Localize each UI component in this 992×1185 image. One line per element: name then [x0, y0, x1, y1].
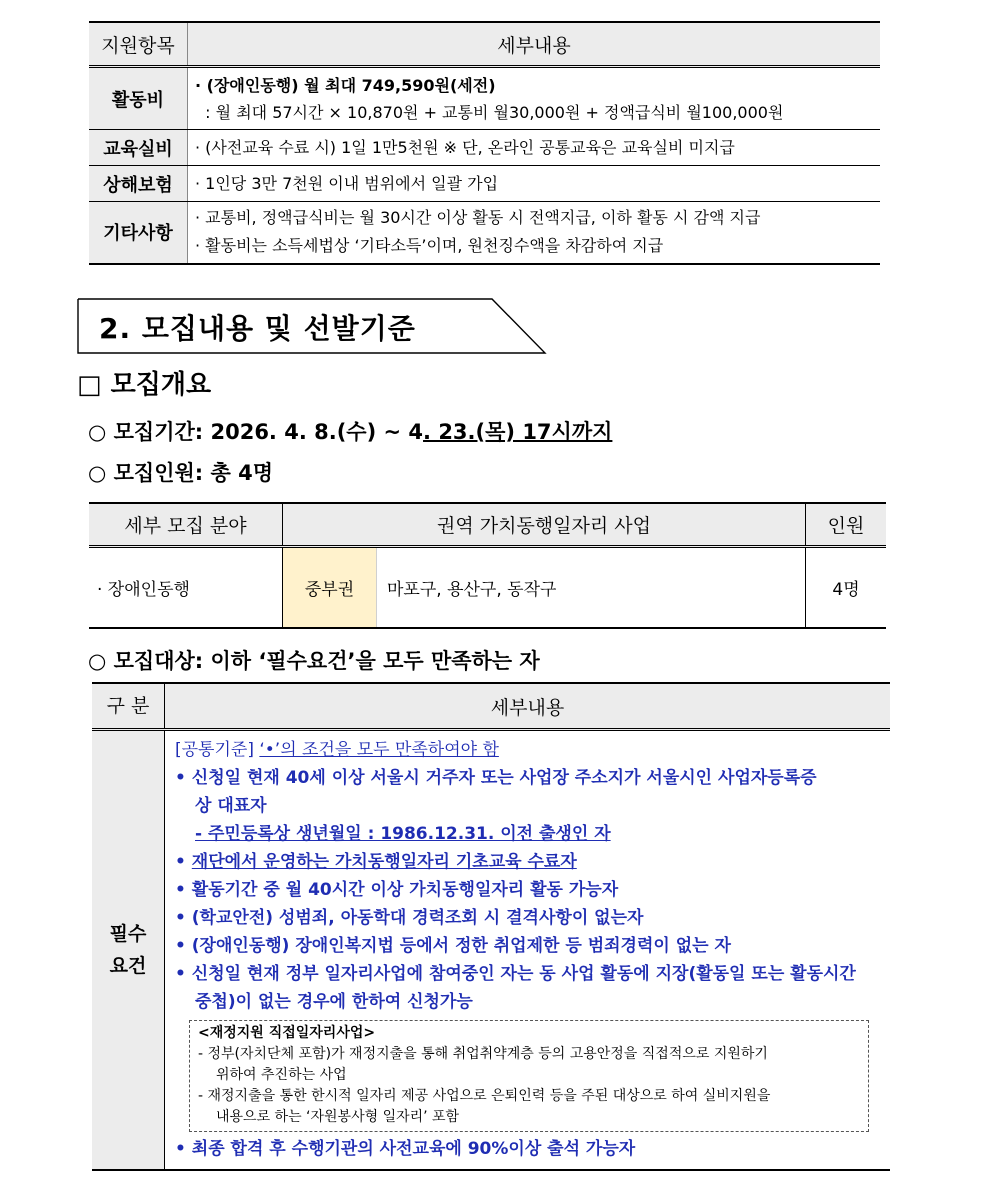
requirement-item: • 신청일 현재 40세 이상 서울시 거주자 또는 사업장 주소지가 서울시인 사업자등록증: [175, 768, 817, 788]
common-criteria-prefix: [공통기준]: [175, 740, 260, 760]
row-label-others: 기타사항: [89, 202, 188, 264]
districts-value: 마포구, 용산구, 동작구: [377, 547, 806, 629]
requirement-list: [175, 764, 884, 1016]
requirement-item: • 재단에서 운영하는 가치동행일자리 기초교육 수료자: [175, 852, 577, 872]
row-label-activity-fee: 활동비: [89, 67, 188, 130]
requirement-subitem: [175, 820, 884, 848]
section-title: 2. 모집내용 및 선발기준: [99, 312, 416, 345]
recruit-field-table: [89, 502, 886, 629]
header-project: 권역 가치동행일자리 사업: [283, 503, 806, 547]
note-line: - 정부(자치단체 포함)가 재정지출을 통해 취업취약계층 등의 고용안정을 직접적으로 지원하기: [198, 1046, 768, 1062]
education-fee-line: · (사전교육 수료 시) 1일 1만5천원 ※ 단, 온라인 공통교육은 교육실비 미지급: [188, 130, 881, 166]
requirements-table: [92, 682, 890, 1171]
activity-fee-line1: · (장애인동행) 월 최대 749,590원(세전): [195, 75, 496, 95]
requirement-item: • (학교안전) 성범죄, 아동학대 경력조회 시 결격사항이 없는자: [175, 908, 644, 928]
note-line: 위하여 추진하는 사업: [216, 1067, 347, 1083]
count-value: 4명: [806, 547, 887, 629]
requirement-item: • 신청일 현재 정부 일자리사업에 참여중인 자는 동 사업 활동에 지장(활동일 또는 활동시간: [175, 964, 856, 984]
requirement-item: 상 대표자: [195, 796, 267, 816]
header-support-item: 지원항목: [89, 22, 188, 67]
insurance-line: · 1인당 3만 7천원 이내 범위에서 일괄 가입: [188, 166, 881, 202]
requirements-label: [92, 730, 165, 1171]
header-category: 구 분: [92, 683, 165, 730]
recruit-period: [88, 416, 612, 446]
requirement-item-text: 재단에서 운영하는 가치동행일자리 기초교육 수료자: [191, 852, 577, 872]
activity-fee-line2: : 월 최대 57시간 × 10,870원 + 교통비 월30,000원 + 정액급식비 월100,000원: [195, 102, 784, 122]
recruit-headcount: ○ 모집인원: 총 4명: [88, 461, 273, 485]
header-field: 세부 모집 분야: [89, 503, 283, 547]
header-details: 세부내용: [188, 22, 881, 67]
region-value: 중부권: [283, 547, 377, 629]
note-line: 내용으로 하는 ‘자원봉사형 일자리’ 포함: [216, 1109, 460, 1125]
common-criteria: [175, 736, 884, 764]
field-value: · 장애인동행: [89, 547, 283, 629]
row-label-education-fee: 교육실비: [89, 130, 188, 166]
requirements-label-line2: 요건: [109, 955, 147, 977]
direct-job-note-box: [189, 1020, 869, 1132]
overview-heading: □ 모집개요: [77, 370, 212, 400]
header-count: 인원: [806, 503, 887, 547]
recruit-period-deadline: . 23.(목) 17시까지: [423, 420, 613, 444]
common-criteria-text: ‘•’의 조건을 모두 만족하여야 함: [259, 740, 499, 760]
requirement-final: • 최종 합격 후 수행기관의 사전교육에 90%이상 출석 가능자: [175, 1139, 636, 1159]
recruit-period-prefix: ○ 모집기간: 2026. 4. 8.(수) ~ 4: [88, 420, 424, 444]
row-label-insurance: 상해보험: [89, 166, 188, 202]
section-heading: [77, 298, 547, 354]
note-title: <재정지원 직접일자리사업>: [198, 1025, 376, 1041]
note-line: - 재정지출을 통한 한시적 일자리 제공 사업으로 은퇴인력 등을 주된 대상으로 하여 실비지원을: [198, 1088, 771, 1104]
support-table: [89, 21, 880, 265]
requirement-item: • 활동기간 중 월 40시간 이상 가치동행일자리 활동 가능자: [175, 880, 619, 900]
requirement-item: • (장애인동행) 장애인복지법 등에서 정한 취업제한 등 범죄경력이 없는 자: [175, 936, 731, 956]
others-line2: · 활동비는 소득세법상 ‘기타소득’이며, 원천징수액을 차감하여 지급: [195, 236, 664, 256]
header-requirement-details: 세부내용: [165, 683, 891, 730]
requirement-item: 중첩)이 없는 경우에 한하여 신청가능: [195, 992, 473, 1012]
requirement-subitem-text: - 주민등록상 생년월일 : 1986.12.31. 이전 출생인 자: [195, 824, 611, 844]
others-line1: · 교통비, 정액급식비는 월 30시간 이상 활동 시 전액지급, 이하 활동 시 감액 지급: [195, 208, 761, 228]
recruit-target: ○ 모집대상: 이하 ‘필수요건’을 모두 만족하는 자: [88, 649, 540, 673]
requirements-label-line1: 필수: [109, 923, 147, 945]
